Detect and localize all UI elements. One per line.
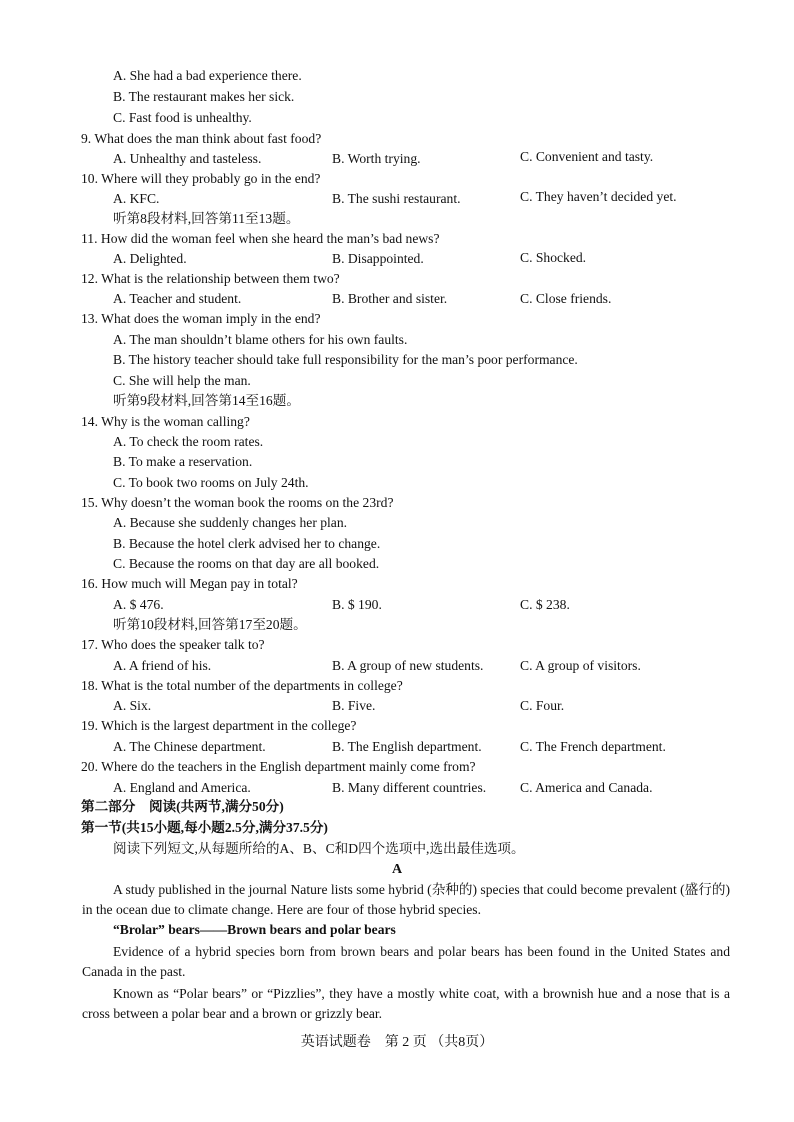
q8-option-b: B. The restaurant makes her sick.: [113, 89, 295, 104]
passage-paragraph-1: A study published in the journal Nature lists some hybrid (杂种的) species that could become prevalent (盛行的) in the ocean due to climate change. Here are four of those hybrid species.: [82, 882, 730, 917]
q13-option-c: C. She will help the man.: [113, 373, 251, 388]
q8-option-a: A. She had a bad experience there.: [113, 68, 302, 83]
section-9-heading: 听第9段材料,回答第14至16题。: [113, 393, 300, 408]
q15-option-c: C. Because the rooms on that day are all booked.: [113, 556, 380, 571]
page-footer: 英语试题卷 第 2 页 （共8页）: [300, 1035, 494, 1050]
q12-option-b: B. Brother and sister.: [332, 291, 448, 306]
q15-option-a: A. Because she suddenly changes her plan.: [113, 515, 348, 530]
q9-option-a: A. Unhealthy and tasteless.: [113, 151, 262, 166]
q16-stem: 16. How much will Megan pay in total?: [81, 576, 298, 591]
q20-option-c: C. America and Canada.: [520, 780, 653, 795]
q18-option-a: A. Six.: [113, 698, 152, 713]
q10-option-b: B. The sushi restaurant.: [332, 191, 461, 206]
section-10-heading: 听第10段材料,回答第17至20题。: [113, 617, 307, 632]
q13-option-b: B. The history teacher should take full responsibility for the man’s poor performance.: [113, 352, 578, 367]
q19-option-a: A. The Chinese department.: [113, 739, 266, 754]
passage-paragraph-3: Known as “Polar bears” or “Pizzlies”, they have a mostly white coat, with a brownish hue and a nose that is a cross between a polar bear and a brown or grizzly bear.: [82, 986, 730, 1021]
part-2-heading: 第二部分 阅读(共两节,满分50分): [81, 799, 284, 814]
q10-option-a: A. KFC.: [113, 191, 160, 206]
q18-option-b: B. Five.: [332, 698, 376, 713]
q11-stem: 11. How did the woman feel when she heard the man’s bad news?: [81, 231, 440, 246]
q10-stem: 10. Where will they probably go in the end?: [81, 171, 321, 186]
q14-option-c: C. To book two rooms on July 24th.: [113, 475, 309, 490]
q11-option-c: C. Shocked.: [520, 250, 587, 265]
q19-stem: 19. Which is the largest department in the college?: [81, 718, 357, 733]
q17-option-b: B. A group of new students.: [332, 658, 484, 673]
q15-stem: 15. Why doesn’t the woman book the rooms on the 23rd?: [81, 495, 394, 510]
q11-option-b: B. Disappointed.: [332, 251, 424, 266]
q19-option-c: C. The French department.: [520, 739, 666, 754]
q20-option-b: B. Many different countries.: [332, 780, 487, 795]
section-8-heading: 听第8段材料,回答第11至13题。: [113, 211, 300, 226]
passage-paragraph-2: Evidence of a hybrid species born from brown bears and polar bears has been found in the United States and Canada in the past.: [82, 944, 730, 979]
q14-stem: 14. Why is the woman calling?: [81, 414, 250, 429]
q9-option-c: C. Convenient and tasty.: [520, 149, 654, 164]
q12-option-a: A. Teacher and student.: [113, 291, 242, 306]
q16-option-c: C. $ 238.: [520, 597, 570, 612]
q18-stem: 18. What is the total number of the departments in college?: [81, 678, 403, 693]
passage-subheading: “Brolar” bears——Brown bears and polar bears: [113, 922, 396, 937]
q19-option-b: B. The English department.: [332, 739, 482, 754]
q20-option-a: A. England and America.: [113, 780, 251, 795]
q10-option-c: C. They haven’t decided yet.: [520, 189, 677, 204]
q9-option-b: B. Worth trying.: [332, 151, 421, 166]
section-1-heading: 第一节(共15小题,每小题2.5分,满分37.5分): [81, 820, 328, 835]
passage-label: A: [391, 862, 403, 877]
q15-option-b: B. Because the hotel clerk advised her to change.: [113, 536, 381, 551]
q12-stem: 12. What is the relationship between them two?: [81, 271, 340, 286]
q13-option-a: A. The man shouldn’t blame others for his own faults.: [113, 332, 408, 347]
q13-stem: 13. What does the woman imply in the end?: [81, 311, 321, 326]
q16-option-a: A. $ 476.: [113, 597, 164, 612]
q9-stem: 9. What does the man think about fast food?: [81, 131, 322, 146]
q14-option-a: A. To check the room rates.: [113, 434, 264, 449]
q16-option-b: B. $ 190.: [332, 597, 382, 612]
q18-option-c: C. Four.: [520, 698, 565, 713]
reading-instruction: 阅读下列短文,从每题所给的A、B、C和D四个选项中,选出最佳选项。: [113, 841, 525, 856]
q8-option-c: C. Fast food is unhealthy.: [113, 110, 252, 125]
q17-stem: 17. Who does the speaker talk to?: [81, 637, 265, 652]
q17-option-a: A. A friend of his.: [113, 658, 212, 673]
q20-stem: 20. Where do the teachers in the English department mainly come from?: [81, 759, 476, 774]
q12-option-c: C. Close friends.: [520, 291, 612, 306]
q14-option-b: B. To make a reservation.: [113, 454, 253, 469]
q11-option-a: A. Delighted.: [113, 251, 187, 266]
q17-option-c: C. A group of visitors.: [520, 658, 641, 673]
